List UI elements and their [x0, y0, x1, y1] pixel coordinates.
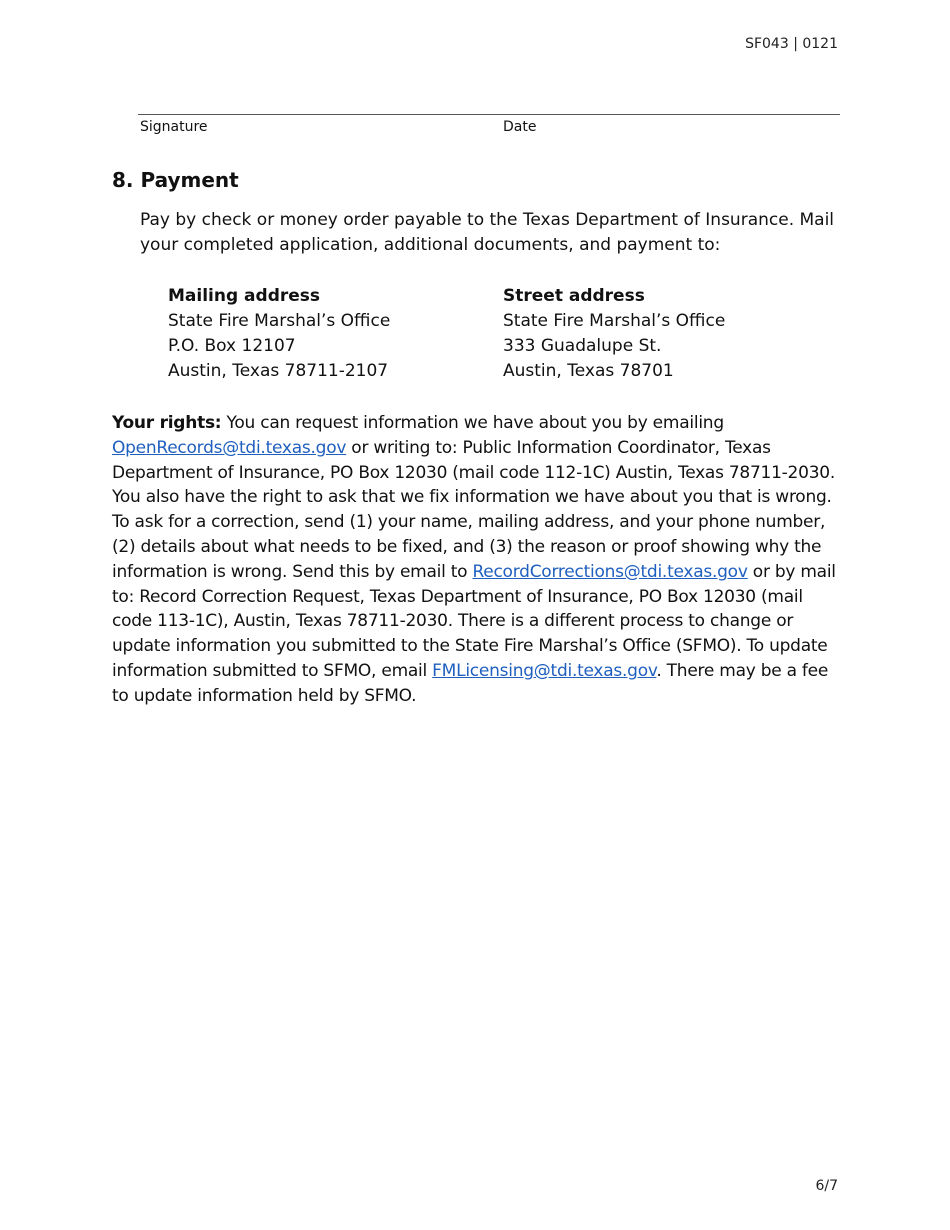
signature-line: [138, 114, 840, 115]
street-address-line: Austin, Texas 78701: [503, 361, 674, 381]
mailing-address-line: State Fire Marshal’s Office: [168, 311, 391, 331]
street-address-line: State Fire Marshal’s Office: [503, 311, 726, 331]
form-code: SF043 | 0121: [745, 36, 838, 52]
mailing-address-line: Austin, Texas 78711-2107: [168, 361, 389, 381]
rights-text: or writing to: Public Information Coordinator, Texas Department of Insurance, PO Box 12030 (mail code 112-1C) Austin, Texas 78711-2030. You also have the right to ask that we fix information we have about you that is wrong. To ask for a correction, send (1) your name, mailing address, and your phone number, (2) details about what needs to be fixed, and (3) the reason or proof showing why the information is wrong. Send this by email to: [112, 437, 835, 582]
section-title: 8. Payment: [112, 168, 239, 192]
payment-instructions: Pay by check or money order payable to the Texas Department of Insurance. Mail your completed application, additional documents, and payment to:: [140, 210, 835, 255]
record-corrections-email-link[interactable]: RecordCorrections@tdi.texas.gov: [472, 561, 748, 582]
street-address-line: 333 Guadalupe St.: [503, 336, 662, 356]
fm-licensing-email-link[interactable]: FMLicensing@tdi.texas.gov: [432, 660, 657, 681]
date-label: Date: [503, 119, 537, 135]
street-address-heading: Street address: [503, 286, 645, 306]
your-rights-paragraph: [112, 411, 840, 709]
signature-label: Signature: [140, 119, 208, 135]
rights-text: or by mail to: Record Correction Request, Texas Department of Insurance, PO Box 12030 (mail code 113-1C), Austin, Texas 78711-2030. There is a different process to change or update information you submitted to the State Fire Marshal’s Office (SFMO). To update information submitted to SFMO, email: [112, 561, 836, 681]
rights-text: You can request information we have about you by emailing: [221, 413, 724, 433]
page-number: 6/7: [815, 1178, 838, 1194]
mailing-address-heading: Mailing address: [168, 286, 321, 306]
rights-text: . There may be a fee to update information held by SFMO.: [112, 660, 829, 706]
street-address: [503, 284, 725, 384]
mailing-address: [168, 284, 390, 384]
mailing-address-line: P.O. Box 12107: [168, 336, 296, 356]
your-rights-label: Your rights:: [112, 413, 222, 433]
open-records-email-link[interactable]: OpenRecords@tdi.texas.gov: [112, 437, 347, 458]
